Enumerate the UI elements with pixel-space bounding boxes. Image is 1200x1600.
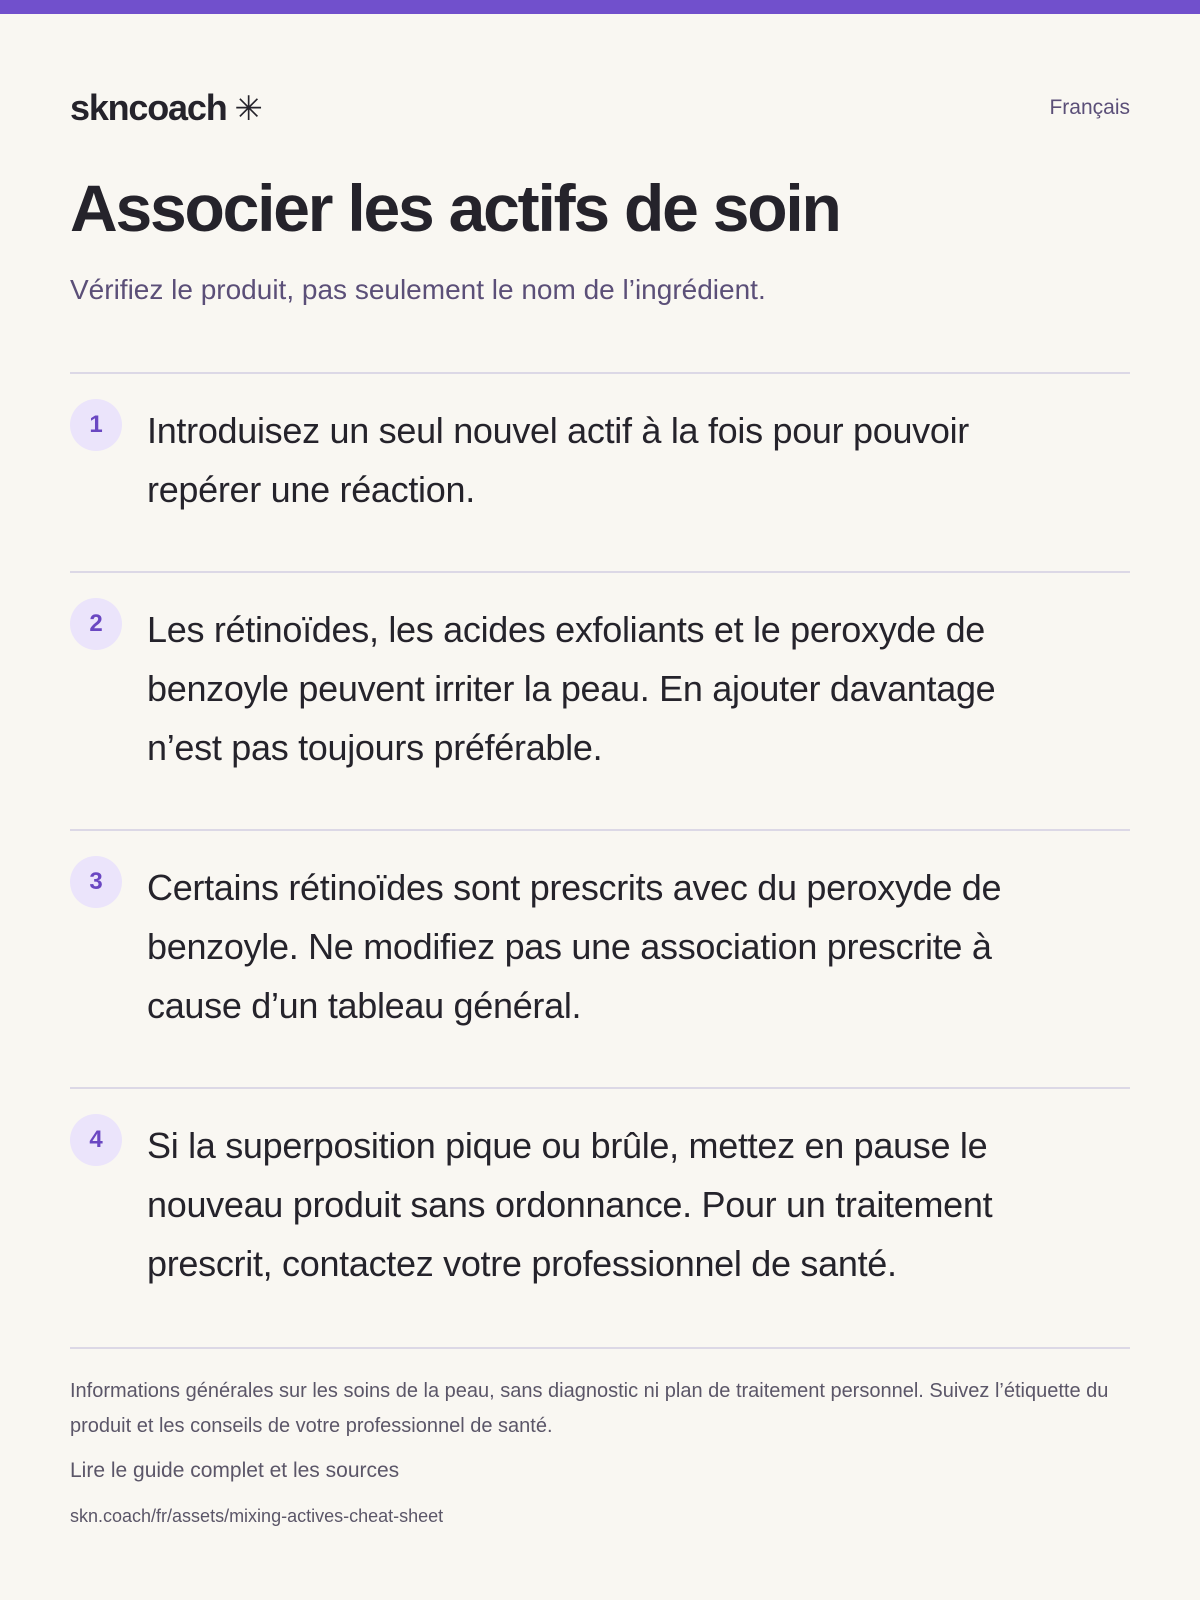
full-guide-link[interactable]: Lire le guide complet et les sources: [70, 1459, 400, 1482]
brand-logo[interactable]: [70, 86, 262, 131]
source-url: skn.coach/fr/assets/mixing-actives-cheat-sheet: [70, 1506, 444, 1526]
language-selector[interactable]: Français: [1049, 96, 1130, 119]
disclaimer-text: Informations générales sur les soins de la peau, sans diagnostic ni plan de traitement personnel. Suivez l’étiquette du produit et les conseils de votre professionnel de santé.: [70, 1380, 1109, 1437]
page-subtitle: Vérifiez le produit, pas seulement le nom de l’ingrédient.: [70, 274, 766, 305]
divider: [70, 372, 1130, 374]
tip-number-badge: 1: [70, 399, 122, 451]
tip-text: Les rétinoïdes, les acides exfoliants et le peroxyde de benzoyle peuvent irriter la peau. En ajouter davantage n’est pas toujours préférable.: [147, 609, 996, 768]
divider: [70, 1347, 1130, 1349]
divider: [70, 829, 1130, 831]
asterisk-icon: ✳: [234, 90, 262, 128]
tip-number-badge: 2: [70, 598, 122, 650]
tip-number-badge: 3: [70, 856, 122, 908]
tip-text: Introduisez un seul nouvel actif à la fois pour pouvoir repérer une réaction.: [147, 410, 969, 510]
header: [70, 86, 1130, 130]
tip-text: Si la superposition pique ou brûle, mettez en pause le nouveau produit sans ordonnance. Pour un traitement prescrit, contactez votre professionnel de santé.: [147, 1125, 993, 1284]
tip-number-badge: 4: [70, 1114, 122, 1166]
tip-text: Certains rétinoïdes sont prescrits avec du peroxyde de benzoyle. Ne modifiez pas une association prescrite à cause d’un tableau général.: [147, 867, 1002, 1026]
brand-name: skncoach: [70, 87, 227, 128]
divider: [70, 1087, 1130, 1089]
divider: [70, 571, 1130, 573]
cheat-sheet-page: [70, 0, 1130, 1600]
page-title: Associer les actifs de soin: [70, 171, 840, 245]
